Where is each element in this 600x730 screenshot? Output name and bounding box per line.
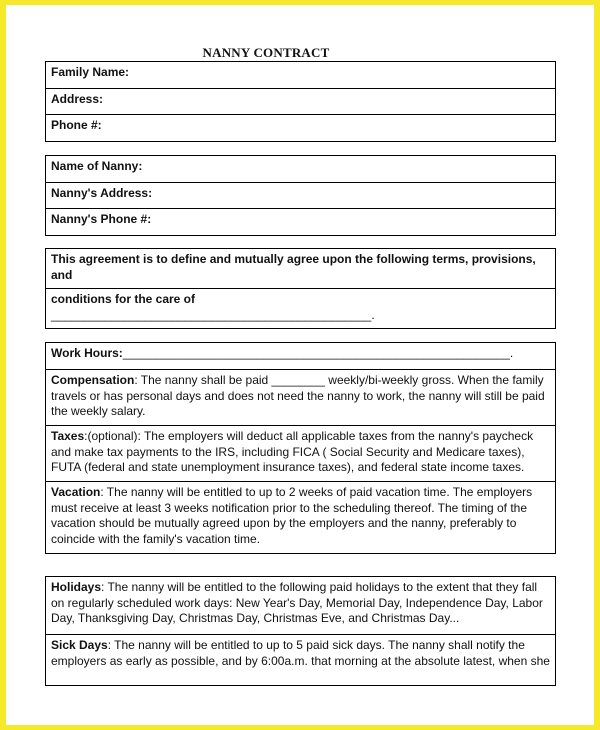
nanny-name-label: Name of Nanny:: [51, 159, 143, 173]
nanny-info-box: [45, 155, 556, 236]
contract-page: [6, 5, 594, 725]
family-name-label: Family Name:: [51, 65, 130, 79]
agreement-box: [45, 248, 556, 329]
work-hours-row: [46, 343, 555, 369]
compensation-row: [46, 369, 555, 425]
agreement-conditions-label: conditions for the care of: [51, 292, 196, 306]
family-name-row: [46, 62, 555, 88]
vacation-text: : The nanny will be entitled to up to 2 weeks of paid vacation time. The employers must receive at least 3 weeks notification prior to the scheduling thereof. The timing of the vacation should be mutually agreed upon by the employers and the nanny, preferably to coincide with the family's vacation time.: [51, 485, 533, 546]
family-address-row: [46, 88, 555, 114]
family-info-box: [45, 61, 556, 142]
nanny-address-label: Nanny's Address:: [51, 186, 153, 200]
compensation-text: : The nanny shall be paid ________ weekly/bi-weekly gross. When the family travels or has personal days and does not need the nanny to work, the nanny will still be paid the weekly salary.: [51, 373, 545, 418]
sick-days-text: : The nanny will be entitled to up to 5 paid sick days. The nanny shall notify the employers as early as possible, and by 6:00a.m. that morning at the absolute latest, when she: [51, 638, 550, 668]
leave-box: [45, 576, 556, 686]
work-hours-label: Work Hours:: [51, 346, 123, 360]
taxes-text: :(optional): The employers will deduct all applicable taxes from the nanny's paycheck and make tax payments to the IRS, including FICA ( Social Security and Medicare taxes), FUTA (federal and state unemployment insurance taxes), and federal state income taxes.: [51, 429, 534, 474]
family-phone-row: [46, 114, 555, 141]
family-address-label: Address:: [51, 92, 104, 106]
vacation-label: Vacation: [51, 485, 101, 499]
taxes-label: Taxes: [51, 429, 85, 443]
sick-days-label: Sick Days: [51, 638, 108, 652]
sick-days-row: [46, 634, 555, 686]
holidays-row: [46, 577, 555, 634]
agreement-intro-text: This agreement is to define and mutually agree upon the following terms, provisions, and: [51, 252, 536, 282]
agreement-intro-row: [46, 249, 555, 288]
nanny-address-row: [46, 182, 555, 208]
vacation-row: [46, 481, 555, 553]
taxes-row: [46, 425, 555, 481]
work-hours-blank: __________________________________________________________.: [122, 346, 514, 360]
holidays-label: Holidays: [51, 580, 102, 594]
compensation-label: Compensation: [51, 373, 135, 387]
terms-box: [45, 342, 556, 554]
care-of-blank: ________________________________________________.: [51, 307, 375, 322]
holidays-text: : The nanny will be entitled to the following paid holidays to the extent that they fall on regularly scheduled work days: New Year's Day, Memorial Day, Independence Day, Labor Day, Thanksgiving Day, Christmas Day, Christmas Eve, and Christmas Day...: [51, 580, 543, 625]
nanny-phone-row: [46, 208, 555, 235]
nanny-phone-label: Nanny's Phone #:: [51, 212, 152, 226]
family-phone-label: Phone #:: [51, 118, 102, 132]
page-title: NANNY CONTRACT: [202, 45, 330, 60]
agreement-conditions-row: [46, 288, 555, 328]
nanny-name-row: [46, 156, 555, 182]
